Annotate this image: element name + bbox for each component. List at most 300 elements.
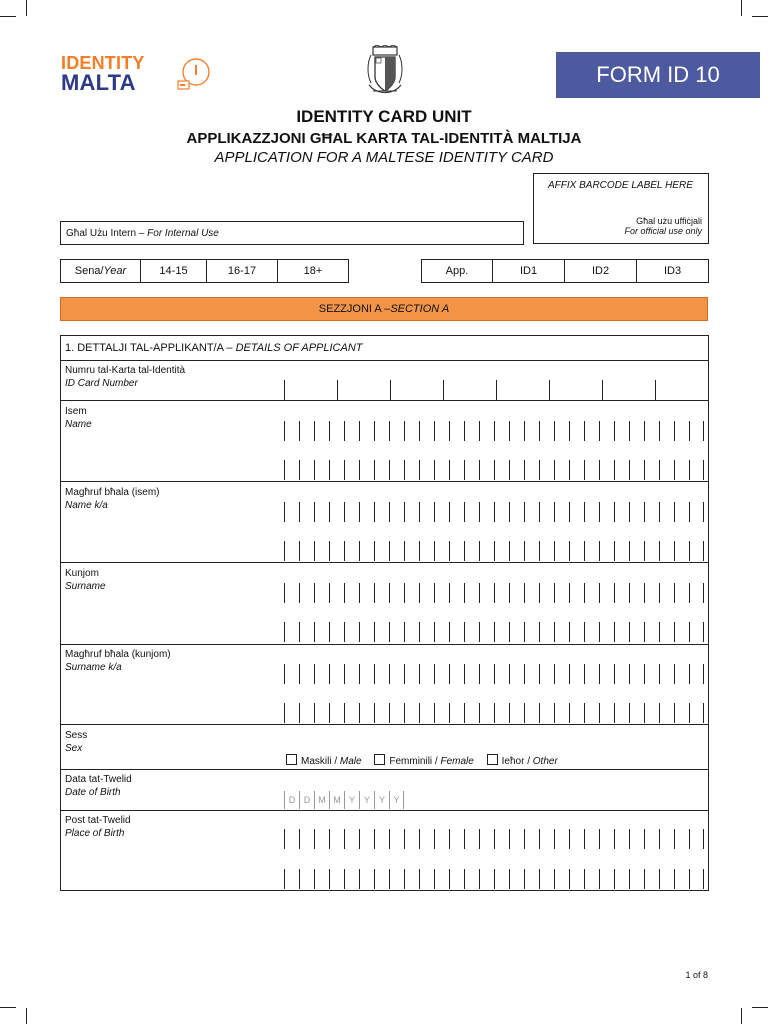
char-cell[interactable] [689,703,704,723]
char-cell[interactable] [554,703,569,723]
char-cell[interactable] [404,502,419,522]
char-cell[interactable] [689,829,704,849]
char-cell[interactable] [599,460,614,480]
char-cell[interactable] [329,421,344,441]
char-cell[interactable] [614,460,629,480]
char-cell[interactable] [674,869,689,889]
char-cell[interactable] [419,829,434,849]
char-cell[interactable] [569,502,584,522]
char-cell[interactable] [419,541,434,561]
char-cell[interactable] [299,583,314,603]
char-cell[interactable] [659,460,674,480]
char-cell[interactable] [314,583,329,603]
char-cell[interactable] [389,502,404,522]
char-cell[interactable] [359,622,374,642]
char-cell[interactable] [584,664,599,684]
char-cell[interactable] [644,829,659,849]
sex-option-female[interactable] [374,756,476,767]
char-cell[interactable] [299,502,314,522]
char-cell[interactable] [299,460,314,480]
internal-use-box[interactable] [60,221,524,245]
dob-input[interactable] [284,791,404,809]
char-cell[interactable] [434,460,449,480]
char-cell[interactable] [299,421,314,441]
sex-option-male[interactable] [286,756,364,767]
char-cell[interactable] [524,869,539,889]
char-cell[interactable] [284,583,299,603]
char-cell[interactable] [374,502,389,522]
char-cell[interactable] [344,541,359,561]
char-cell[interactable] [314,502,329,522]
id3-cell[interactable]: ID3 [636,260,708,282]
char-cell[interactable] [479,583,494,603]
char-cell[interactable] [314,703,329,723]
char-cell[interactable] [569,869,584,889]
char-cell[interactable] [434,869,449,889]
char-cell[interactable] [494,583,509,603]
char-cell[interactable] [689,421,704,441]
char-cell[interactable] [479,622,494,642]
char-cell[interactable] [554,421,569,441]
char-cell[interactable] [554,664,569,684]
char-cell[interactable] [569,703,584,723]
char-cell[interactable] [494,829,509,849]
sex-option-other[interactable] [487,756,558,767]
char-cell[interactable] [449,703,464,723]
char-cell[interactable] [344,583,359,603]
char-cell[interactable] [359,703,374,723]
char-cell[interactable] [344,622,359,642]
char-cell[interactable] [554,869,569,889]
char-cell[interactable] [539,502,554,522]
char-cell[interactable] [329,541,344,561]
char-cell[interactable] [614,583,629,603]
char-cell[interactable] [314,622,329,642]
char-cell[interactable] [524,829,539,849]
char-cell[interactable] [389,541,404,561]
char-cell[interactable] [329,622,344,642]
char-cell[interactable] [419,421,434,441]
name-ka-input-row[interactable] [284,502,704,522]
char-cell[interactable] [464,869,479,889]
char-cell[interactable] [299,541,314,561]
char-cell[interactable] [374,664,389,684]
char-cell[interactable] [464,703,479,723]
char-cell[interactable] [314,421,329,441]
char-cell[interactable] [554,583,569,603]
char-cell[interactable] [404,460,419,480]
char-cell[interactable] [389,829,404,849]
char-cell[interactable] [509,664,524,684]
char-cell[interactable] [494,502,509,522]
char-cell[interactable] [434,829,449,849]
char-cell[interactable] [329,869,344,889]
char-cell[interactable] [449,421,464,441]
char-cell[interactable] [464,829,479,849]
char-cell[interactable] [494,460,509,480]
char-cell[interactable] [479,829,494,849]
char-cell[interactable] [284,502,299,522]
char-cell[interactable] [584,829,599,849]
year-option[interactable]: 14-15 [140,260,206,282]
char-cell[interactable] [389,583,404,603]
char-cell[interactable] [569,541,584,561]
char-cell[interactable] [659,829,674,849]
char-cell[interactable] [374,583,389,603]
char-cell[interactable] [599,664,614,684]
char-cell[interactable] [689,460,704,480]
char-cell[interactable] [479,421,494,441]
char-cell[interactable] [419,703,434,723]
char-cell[interactable] [554,622,569,642]
char-cell[interactable] [674,703,689,723]
char-cell[interactable] [374,869,389,889]
char-cell[interactable] [554,502,569,522]
char-cell[interactable] [344,460,359,480]
char-cell[interactable] [584,583,599,603]
char-cell[interactable] [374,460,389,480]
pob-input-row[interactable] [284,869,704,889]
char-cell[interactable] [464,664,479,684]
char-cell[interactable] [659,869,674,889]
id-card-number-input[interactable] [284,380,708,400]
char-cell[interactable] [569,460,584,480]
char-cell[interactable] [539,460,554,480]
char-cell[interactable] [599,622,614,642]
char-cell[interactable] [434,703,449,723]
char-cell[interactable] [584,502,599,522]
char-cell[interactable] [479,869,494,889]
char-cell[interactable] [389,703,404,723]
surname-input-row[interactable] [284,583,704,603]
char-cell[interactable] [614,421,629,441]
char-cell[interactable] [674,502,689,522]
char-cell[interactable] [389,460,404,480]
char-cell[interactable] [539,664,554,684]
char-cell[interactable] [329,460,344,480]
char-cell[interactable] [614,541,629,561]
char-cell[interactable] [404,622,419,642]
char-cell[interactable] [539,829,554,849]
char-cell[interactable] [659,664,674,684]
char-cell[interactable] [629,541,644,561]
char-cell[interactable] [569,622,584,642]
char-cell[interactable] [389,622,404,642]
char-cell[interactable] [629,829,644,849]
char-cell[interactable] [599,703,614,723]
char-cell[interactable] [344,502,359,522]
char-cell[interactable] [419,583,434,603]
char-cell[interactable] [374,541,389,561]
char-cell[interactable] [509,541,524,561]
char-cell[interactable] [449,622,464,642]
char-cell[interactable] [284,664,299,684]
char-cell[interactable] [539,583,554,603]
char-cell[interactable] [284,869,299,889]
char-cell[interactable] [599,829,614,849]
char-cell[interactable] [449,869,464,889]
char-cell[interactable] [464,622,479,642]
char-cell[interactable] [359,502,374,522]
char-cell[interactable] [509,460,524,480]
char-cell[interactable] [524,460,539,480]
char-cell[interactable] [629,583,644,603]
char-cell[interactable] [659,622,674,642]
id1-cell[interactable]: ID1 [492,260,564,282]
char-cell[interactable] [689,869,704,889]
char-cell[interactable] [659,502,674,522]
char-cell[interactable] [494,421,509,441]
char-cell[interactable] [419,502,434,522]
char-cell[interactable] [389,664,404,684]
char-cell[interactable] [419,869,434,889]
char-cell[interactable] [494,703,509,723]
char-cell[interactable] [584,869,599,889]
char-cell[interactable] [509,502,524,522]
char-cell[interactable] [329,502,344,522]
char-cell[interactable] [524,664,539,684]
char-cell[interactable] [314,460,329,480]
char-cell[interactable] [494,869,509,889]
char-cell[interactable] [449,502,464,522]
char-cell[interactable] [314,829,329,849]
char-cell[interactable] [404,703,419,723]
char-cell[interactable] [644,664,659,684]
char-cell[interactable] [554,829,569,849]
char-cell[interactable] [434,622,449,642]
surname-ka-input-row[interactable] [284,664,704,684]
char-cell[interactable] [599,502,614,522]
year-option[interactable]: 16-17 [206,260,277,282]
char-cell[interactable] [284,421,299,441]
char-cell[interactable] [674,421,689,441]
char-cell[interactable] [434,664,449,684]
char-cell[interactable] [464,502,479,522]
char-cell[interactable] [539,421,554,441]
char-cell[interactable] [494,664,509,684]
char-cell[interactable] [509,703,524,723]
char-cell[interactable] [629,502,644,522]
surname-ka-input-row[interactable] [284,703,704,723]
char-cell[interactable] [644,460,659,480]
char-cell[interactable] [359,541,374,561]
char-cell[interactable] [434,421,449,441]
char-cell[interactable] [509,583,524,603]
char-cell[interactable] [629,421,644,441]
char-cell[interactable] [614,502,629,522]
char-cell[interactable] [509,869,524,889]
checkbox-icon[interactable] [286,754,297,765]
char-cell[interactable] [674,541,689,561]
char-cell[interactable] [464,460,479,480]
char-cell[interactable] [449,541,464,561]
char-cell[interactable] [539,703,554,723]
char-cell[interactable] [509,421,524,441]
char-cell[interactable] [449,460,464,480]
char-cell[interactable] [584,460,599,480]
char-cell[interactable] [359,869,374,889]
name-ka-input-row[interactable] [284,541,704,561]
char-cell[interactable] [629,664,644,684]
char-cell[interactable] [539,541,554,561]
char-cell[interactable] [599,583,614,603]
char-cell[interactable] [404,541,419,561]
char-cell[interactable] [464,541,479,561]
char-cell[interactable] [389,869,404,889]
char-cell[interactable] [569,664,584,684]
char-cell[interactable] [449,829,464,849]
char-cell[interactable] [329,703,344,723]
char-cell[interactable] [344,664,359,684]
char-cell[interactable] [284,622,299,642]
char-cell[interactable] [584,541,599,561]
char-cell[interactable] [344,869,359,889]
char-cell[interactable] [299,829,314,849]
char-cell[interactable] [479,541,494,561]
char-cell[interactable] [674,583,689,603]
char-cell[interactable] [524,703,539,723]
char-cell[interactable] [404,664,419,684]
char-cell[interactable] [359,421,374,441]
char-cell[interactable] [329,664,344,684]
char-cell[interactable] [509,622,524,642]
char-cell[interactable] [554,541,569,561]
char-cell[interactable] [689,664,704,684]
char-cell[interactable] [374,829,389,849]
char-cell[interactable] [434,502,449,522]
year-option[interactable]: 18+ [277,260,348,282]
char-cell[interactable] [374,421,389,441]
char-cell[interactable] [674,664,689,684]
char-cell[interactable] [629,460,644,480]
barcode-box[interactable] [533,173,709,244]
app-cell[interactable]: App. [445,265,469,277]
char-cell[interactable] [644,541,659,561]
char-cell[interactable] [284,829,299,849]
char-cell[interactable] [419,460,434,480]
char-cell[interactable] [689,502,704,522]
char-cell[interactable] [449,664,464,684]
char-cell[interactable] [284,460,299,480]
char-cell[interactable] [344,829,359,849]
char-cell[interactable] [689,583,704,603]
char-cell[interactable] [644,502,659,522]
char-cell[interactable] [614,664,629,684]
char-cell[interactable] [359,829,374,849]
char-cell[interactable] [569,829,584,849]
char-cell[interactable] [479,703,494,723]
char-cell[interactable] [659,703,674,723]
char-cell[interactable] [554,460,569,480]
char-cell[interactable] [584,622,599,642]
char-cell[interactable] [509,829,524,849]
char-cell[interactable] [644,622,659,642]
char-cell[interactable] [659,583,674,603]
char-cell[interactable] [629,703,644,723]
char-cell[interactable] [674,622,689,642]
char-cell[interactable] [644,421,659,441]
checkbox-icon[interactable] [487,754,498,765]
char-cell[interactable] [614,869,629,889]
char-cell[interactable] [539,869,554,889]
char-cell[interactable] [674,460,689,480]
char-cell[interactable] [434,541,449,561]
char-cell[interactable] [599,421,614,441]
char-cell[interactable] [629,622,644,642]
char-cell[interactable] [299,622,314,642]
char-cell[interactable] [494,622,509,642]
char-cell[interactable] [464,583,479,603]
char-cell[interactable] [599,541,614,561]
char-cell[interactable] [389,421,404,441]
char-cell[interactable] [464,421,479,441]
char-cell[interactable] [284,703,299,723]
char-cell[interactable] [614,829,629,849]
char-cell[interactable] [359,583,374,603]
char-cell[interactable] [569,583,584,603]
char-cell[interactable] [404,869,419,889]
char-cell[interactable] [419,664,434,684]
char-cell[interactable] [689,622,704,642]
char-cell[interactable] [494,541,509,561]
char-cell[interactable] [644,583,659,603]
pob-input-row[interactable] [284,829,704,849]
char-cell[interactable] [404,421,419,441]
char-cell[interactable] [344,703,359,723]
char-cell[interactable] [614,622,629,642]
char-cell[interactable] [299,664,314,684]
char-cell[interactable] [449,583,464,603]
id2-cell[interactable]: ID2 [564,260,636,282]
char-cell[interactable] [524,502,539,522]
name-input-row[interactable] [284,421,704,441]
char-cell[interactable] [659,541,674,561]
char-cell[interactable] [524,622,539,642]
char-cell[interactable] [404,829,419,849]
char-cell[interactable] [479,502,494,522]
char-cell[interactable] [644,703,659,723]
char-cell[interactable] [479,460,494,480]
char-cell[interactable] [584,703,599,723]
char-cell[interactable] [479,664,494,684]
char-cell[interactable] [314,869,329,889]
char-cell[interactable] [644,869,659,889]
checkbox-icon[interactable] [374,754,385,765]
char-cell[interactable] [374,622,389,642]
char-cell[interactable] [329,583,344,603]
char-cell[interactable] [344,421,359,441]
char-cell[interactable] [314,541,329,561]
char-cell[interactable] [329,829,344,849]
char-cell[interactable] [539,622,554,642]
name-input-row[interactable] [284,460,704,480]
char-cell[interactable] [614,703,629,723]
char-cell[interactable] [524,541,539,561]
char-cell[interactable] [299,869,314,889]
char-cell[interactable] [404,583,419,603]
char-cell[interactable] [689,541,704,561]
char-cell[interactable] [584,421,599,441]
char-cell[interactable] [524,421,539,441]
char-cell[interactable] [569,421,584,441]
char-cell[interactable] [629,869,644,889]
char-cell[interactable] [374,703,389,723]
char-cell[interactable] [359,460,374,480]
char-cell[interactable] [299,703,314,723]
surname-input-row[interactable] [284,622,704,642]
char-cell[interactable] [284,541,299,561]
char-cell[interactable] [434,583,449,603]
